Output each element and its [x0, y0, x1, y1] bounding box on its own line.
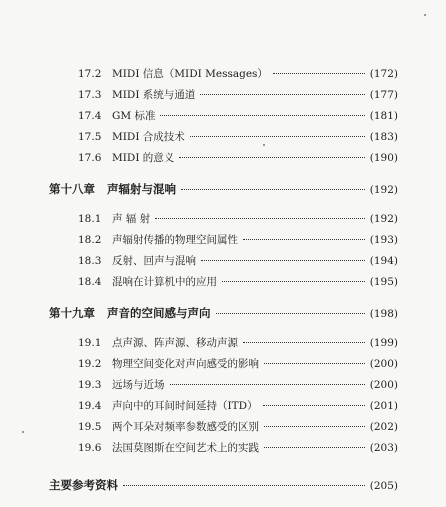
- dot-leader: [273, 73, 365, 74]
- dot-leader: [243, 239, 365, 240]
- entry-page: (194): [369, 255, 398, 267]
- entry-number: 17.4: [78, 110, 102, 122]
- entry-page: (199): [369, 337, 398, 349]
- toc-entry: [0, 274, 446, 295]
- references-page: (205): [369, 480, 398, 492]
- entry-number: 19.6: [78, 442, 102, 454]
- toc-entry: [0, 335, 446, 356]
- entry-page: (200): [369, 379, 398, 391]
- entry-number: 19.4: [78, 400, 102, 412]
- chapter-page: (192): [369, 184, 398, 196]
- scan-speck: [22, 431, 24, 433]
- chapter-number: 第十九章: [49, 306, 95, 320]
- table-of-contents: [0, 66, 446, 499]
- chapter-title: 声辐射与混响: [107, 182, 176, 196]
- entry-number: 18.4: [78, 276, 102, 288]
- entry-page: (192): [369, 213, 398, 225]
- toc-entry: [0, 440, 446, 461]
- dot-leader: [123, 485, 365, 486]
- toc-entry: [0, 419, 446, 440]
- entry-title: 声向中的耳间时间延持（ITD）: [112, 400, 258, 412]
- entry-page: (203): [369, 442, 398, 454]
- chapter-heading: [0, 181, 446, 203]
- entry-page: (195): [369, 276, 398, 288]
- entry-page: (172): [369, 68, 398, 80]
- entry-title: 声 辐 射: [112, 213, 151, 225]
- dot-leader: [216, 313, 365, 314]
- chapter-number: 第十八章: [49, 182, 95, 196]
- entry-page: (183): [369, 131, 398, 143]
- toc-entry: [0, 253, 446, 274]
- entry-title: 两个耳朵对频率参数感受的区别: [112, 421, 259, 433]
- toc-entry: [0, 150, 446, 171]
- dot-leader: [263, 405, 365, 406]
- entry-title: MIDI 合成技术: [112, 131, 185, 143]
- entry-number: 18.3: [78, 255, 102, 267]
- dot-leader: [190, 136, 365, 137]
- toc-entry: [0, 356, 446, 377]
- entry-number: 19.2: [78, 358, 102, 370]
- chapter-title: 声音的空间感与声向: [107, 306, 211, 320]
- entry-number: 18.1: [78, 213, 102, 225]
- entry-number: 18.2: [78, 234, 102, 246]
- entry-page: (177): [369, 89, 398, 101]
- toc-entry: [0, 108, 446, 129]
- dot-leader: [264, 363, 365, 364]
- toc-entry: [0, 129, 446, 150]
- entry-page: (202): [369, 421, 398, 433]
- entry-number: 17.5: [78, 131, 102, 143]
- entry-number: 17.2: [78, 68, 102, 80]
- dot-leader: [200, 94, 364, 95]
- entry-title: MIDI 的意义: [112, 152, 175, 164]
- chapter-heading: [0, 305, 446, 327]
- dot-leader: [201, 260, 365, 261]
- toc-entry: [0, 66, 446, 87]
- toc-entry: [0, 377, 446, 398]
- toc-entry: [0, 211, 446, 232]
- references-title: 主要参考资料: [49, 478, 118, 492]
- entry-title: 声辐射传播的物理空间属性: [112, 234, 238, 246]
- toc-entry: [0, 232, 446, 253]
- toc-entry: [0, 87, 446, 108]
- entry-title: 物理空间变化对声向感受的影响: [112, 358, 259, 370]
- dot-leader: [264, 426, 365, 427]
- dot-leader: [179, 157, 364, 158]
- entry-title: 点声源、阵声源、移动声源: [112, 337, 238, 349]
- entry-page: (201): [369, 400, 398, 412]
- entry-title: 远场与近场: [112, 379, 165, 391]
- toc-entry: [0, 398, 446, 419]
- references-heading: [0, 477, 446, 499]
- entry-title: GM 标准: [112, 110, 156, 122]
- dot-leader: [181, 189, 365, 190]
- dot-leader: [155, 218, 365, 219]
- entry-title: 反射、回声与混响: [112, 255, 196, 267]
- entry-page: (190): [369, 152, 398, 164]
- entry-number: 19.1: [78, 337, 102, 349]
- entry-number: 17.3: [78, 89, 102, 101]
- chapter-page: (198): [369, 308, 398, 320]
- entry-page: (181): [369, 110, 398, 122]
- entry-title: MIDI 信息（MIDI Messages）: [112, 68, 268, 80]
- entry-number: 17.6: [78, 152, 102, 164]
- dot-leader: [264, 447, 365, 448]
- scan-speck: [424, 14, 426, 16]
- dot-leader: [243, 342, 365, 343]
- entry-page: (200): [369, 358, 398, 370]
- entry-number: 19.3: [78, 379, 102, 391]
- entry-title: 法国莫图斯在空间艺术上的实践: [112, 442, 259, 454]
- entry-title: 混响在计算机中的应用: [112, 276, 217, 288]
- dot-leader: [222, 281, 365, 282]
- entry-number: 19.5: [78, 421, 102, 433]
- dot-leader: [170, 384, 365, 385]
- dot-leader: [160, 115, 364, 116]
- entry-title: MIDI 系统与通道: [112, 89, 196, 101]
- entry-page: (193): [369, 234, 398, 246]
- scan-speck: [263, 144, 265, 146]
